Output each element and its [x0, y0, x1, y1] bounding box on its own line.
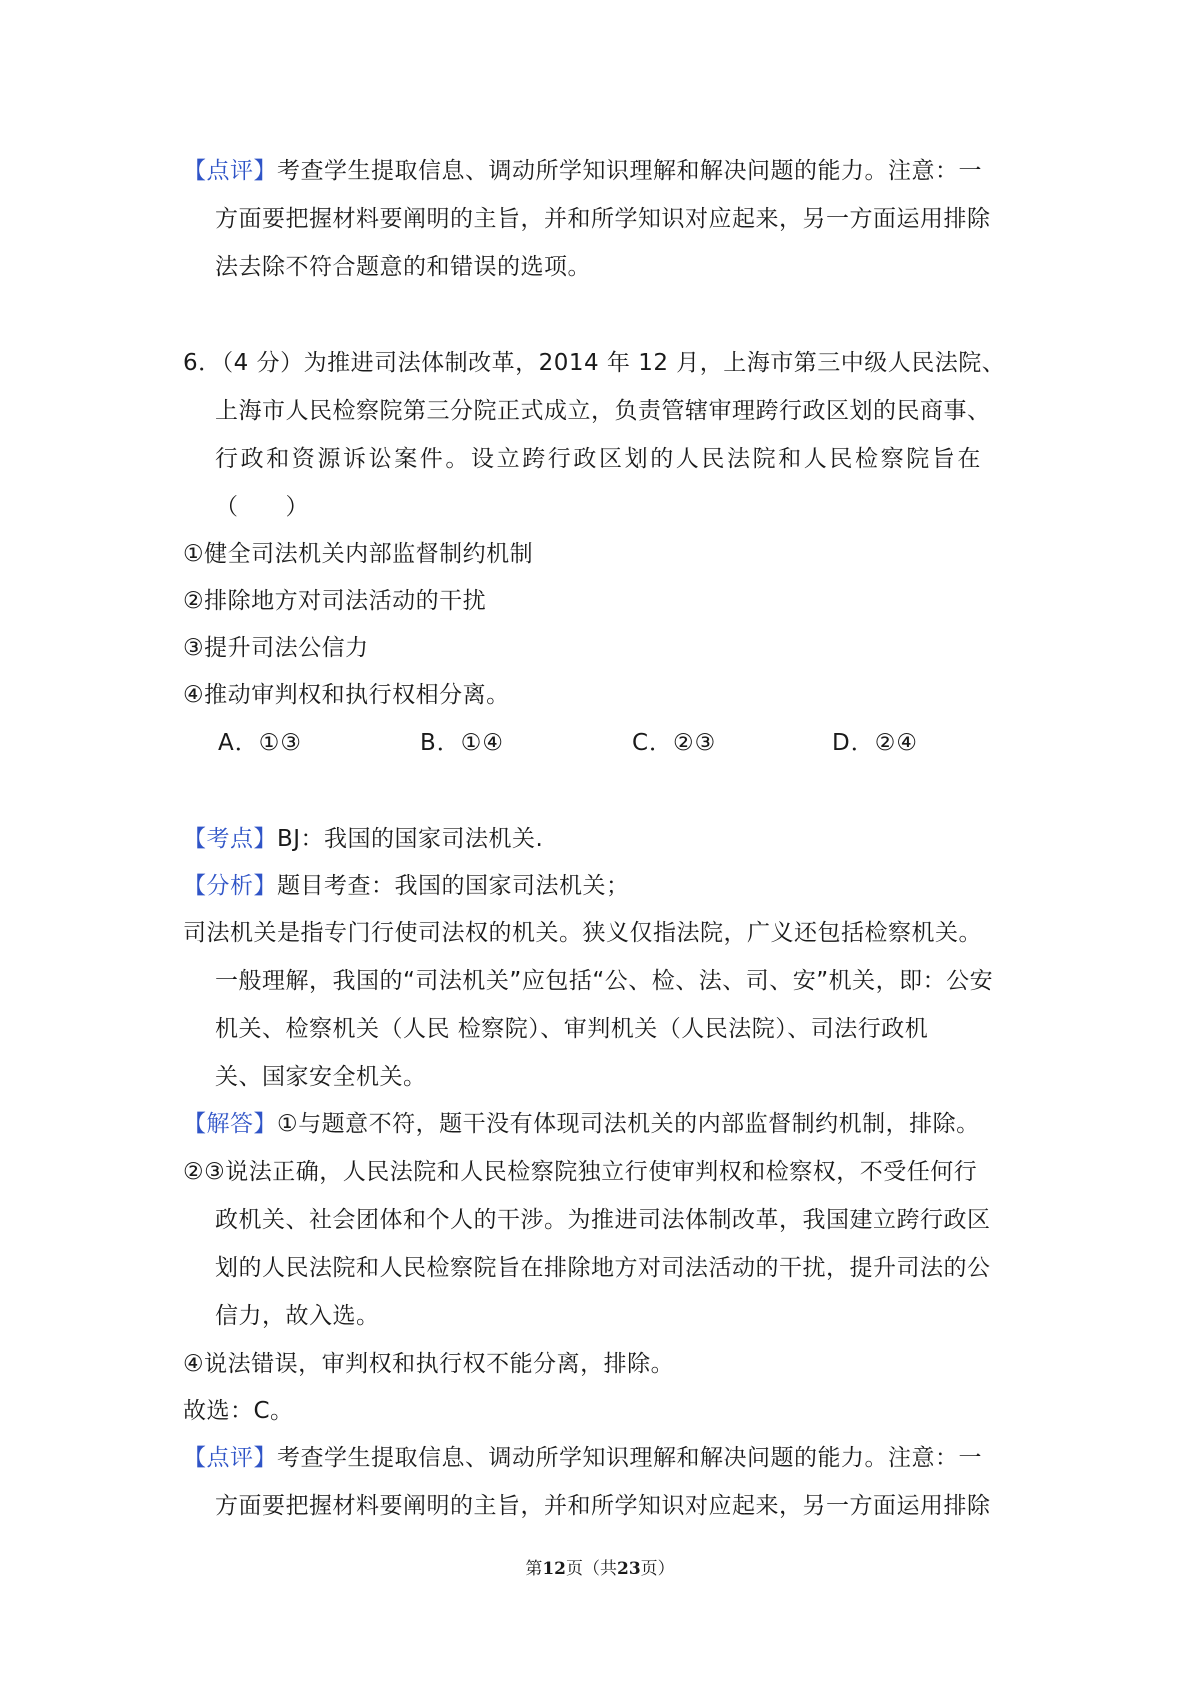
jieda-body-3: 划的人民法院和人民检察院旨在排除地方对司法活动的干扰，提升司法的公 — [215, 1255, 991, 1281]
prev-review-line-1: 【点评】考查学生提取信息、调动所学知识理解和解决问题的能力。注意：一 — [183, 158, 982, 184]
jieda-body-2: 政机关、社会团体和个人的干涉。为推进司法体制改革，我国建立跨行政区 — [215, 1207, 991, 1233]
statement-1: ①健全司法机关内部监督制约机制 — [183, 541, 534, 567]
option-d: D．②④ — [832, 730, 918, 756]
question-line-2: 上海市人民检察院第三分院正式成立，负责管辖审理跨行政区划的民商事、 — [215, 398, 991, 424]
statement-4: ④推动审判权和执行权相分离。 — [183, 682, 510, 708]
page-footer: 第12页（共23页） — [525, 1559, 675, 1579]
option-b: B．①④ — [420, 730, 505, 756]
answer-line: 故选：C。 — [183, 1398, 294, 1424]
review-line-1: 【点评】考查学生提取信息、调动所学知识理解和解决问题的能力。注意：一 — [183, 1445, 982, 1471]
kaodian-line: 【考点】BJ：我国的国家司法机关. — [183, 826, 544, 852]
prev-review-line-3: 法去除不符合题意的和错误的选项。 — [215, 254, 591, 280]
fenxi-body-3: 机关、检察机关（人民 检察院）、审判机关（人民法院）、司法行政机 — [215, 1016, 929, 1042]
fenxi-body-1: 司法机关是指专门行使司法权的机关。狭义仅指法院，广义还包括检察机关。 — [183, 920, 982, 946]
question-line-1: 6．（4 分）为推进司法体制改革，2014 年 12 月，上海市第三中级人民法院、 — [183, 350, 1006, 376]
review-line-2: 方面要把握材料要阐明的主旨，并和所学知识对应起来，另一方面运用排除 — [215, 1493, 991, 1519]
option-a: A．①③ — [218, 730, 302, 756]
page-number: 12 — [542, 1559, 566, 1579]
page-total: 23 — [617, 1559, 641, 1579]
kaodian-tag: 【考点】 — [183, 826, 277, 852]
statement-3: ③提升司法公信力 — [183, 635, 369, 661]
jieda-line: 【解答】①与题意不符，题干没有体现司法机关的内部监督制约机制，排除。 — [183, 1111, 980, 1137]
jieda-tag: 【解答】 — [183, 1111, 277, 1137]
fenxi-line: 【分析】题目考查：我国的国家司法机关； — [183, 873, 630, 899]
jieda-body-1: ②③说法正确，人民法院和人民检察院独立行使审判权和检察权，不受任何行 — [183, 1159, 978, 1185]
jieda-body-4: 信力，故入选。 — [215, 1303, 380, 1329]
review-tag: 【点评】 — [183, 1445, 277, 1471]
question-blank: （ ） — [215, 494, 309, 520]
statement-2: ②排除地方对司法活动的干扰 — [183, 588, 487, 614]
question-line-3: 行政和资源诉讼案件。设立跨行政区划的人民法院和人民检察院旨在 — [215, 446, 983, 472]
prev-review-line-2: 方面要把握材料要阐明的主旨，并和所学知识对应起来，另一方面运用排除 — [215, 206, 991, 232]
jieda-body-5: ④说法错误，审判权和执行权不能分离，排除。 — [183, 1351, 675, 1377]
option-c: C．②③ — [632, 730, 717, 756]
prev-review-tag: 【点评】 — [183, 158, 277, 184]
fenxi-body-2: 一般理解，我国的“司法机关”应包括“公、检、法、司、安”机关，即：公安 — [215, 968, 994, 994]
fenxi-body-4: 关、国家安全机关。 — [215, 1064, 427, 1090]
fenxi-tag: 【分析】 — [183, 873, 277, 899]
